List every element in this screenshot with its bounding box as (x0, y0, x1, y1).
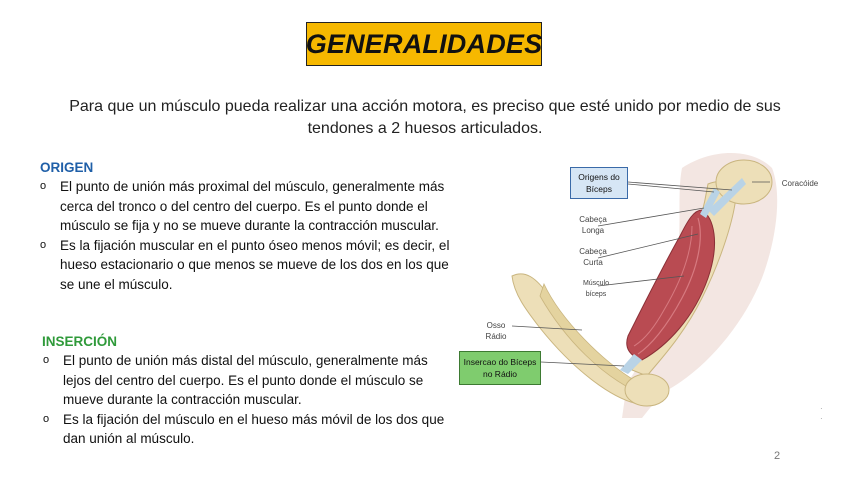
list-item (40, 236, 450, 295)
title-box (306, 22, 542, 66)
list-item-text: Es la fijación del músculo en el hueso más móvil de los dos que dan unión al músculo. (63, 411, 445, 446)
edge-mark: · · (820, 404, 823, 423)
list-item-text: El punto de unión más distal del músculo, generalmente más lejos del centro del cuerpo. Es el punto donde el músculo se mueve durante la contracción muscular. (63, 353, 428, 407)
bullet-icon: o (40, 238, 47, 251)
coracoide-label: Coracóide (781, 179, 819, 188)
page-title: GENERALIDADES (305, 28, 543, 59)
insercion-list (43, 351, 448, 449)
bullet-icon: o (43, 354, 50, 366)
elbow-joint (625, 374, 669, 406)
bullet-icon: o (40, 180, 47, 192)
origins-label: Origens do Bíceps (570, 167, 628, 199)
origen-list (40, 177, 450, 294)
intro-text: Para que un músculo pueda realizar una acción motora, es preciso que esté unido por medio de sus tendones a 2 huesos articulados. (69, 98, 781, 137)
list-item (43, 351, 448, 410)
musculo-biceps-label: Músculo bíceps (582, 280, 610, 298)
origen-heading: ORIGEN (40, 160, 94, 175)
list-item (43, 410, 448, 449)
page-number: 2 (774, 450, 781, 462)
list-item-text: Es la fijación muscular en el punto óseo menos móvil; es decir, el hueso estacionario o que menos se mueve de los dos en los que se une el músculo. (60, 237, 450, 292)
cabeca-longa-label: Cabeça Longa (579, 215, 607, 235)
list-item (40, 177, 450, 236)
insertion-label: Insercao do Bíceps no Rádio (459, 351, 541, 385)
list-item-text: El punto de unión más proximal del músculo, generalmente más cerca del tronco o del centro del cuerpo. Es el punto donde el músculo se fija y no se mueve durante la contracción muscular. (60, 179, 445, 233)
insercion-heading: INSERCIÓN (42, 334, 118, 349)
arm-illustration (452, 148, 832, 438)
biceps-anatomy-figure (452, 148, 832, 438)
cabeca-curta-label: Cabeça Curta (579, 247, 607, 267)
osso-radio-label: Osso Rádio (485, 321, 507, 341)
bullet-icon: o (43, 412, 50, 425)
